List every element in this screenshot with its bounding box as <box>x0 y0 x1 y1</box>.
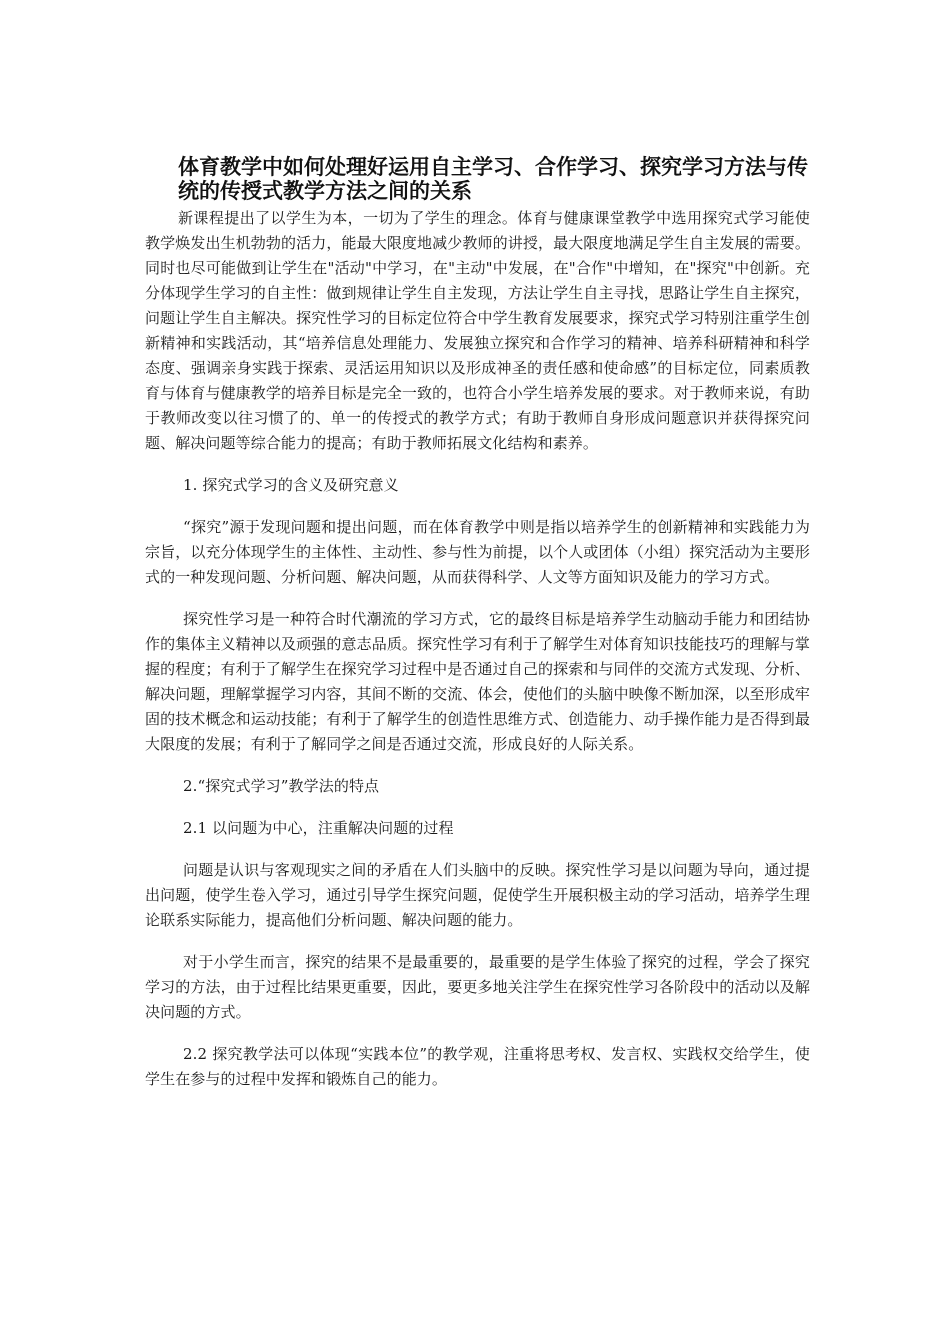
subsection-heading-2-1: 2.1 以问题为中心，注重解决问题的过程 <box>183 819 454 837</box>
paragraph: 问题是认识与客观现实之间的矛盾在人们头脑中的反映。探究性学习是以问题为导向，通过提出问题，使学生卷入学习，通过引导学生探究问题，促使学生开展积极主动的学习活动，培养学生理论联系实际能力，提高他们分析问题、解决问题的能力。 <box>145 861 810 929</box>
section-heading-1: 1. 探究式学习的含义及研究意义 <box>183 476 399 494</box>
paragraph: 探究性学习是一种符合时代潮流的学习方式，它的最终目标是培养学生动脑动手能力和团结协作的集体主义精神以及顽强的意志品质。探究性学习有利于了解学生对体育知识技能技巧的理解与掌握的程度；有利于了解学生在探究学习过程中是否通过自己的探索和与同伴的交流方式发现、分析、解决问题，理解掌握学习内容，其间不断的交流、体会，使他们的头脑中映像不断加深，以至形成牢固的技术概念和运动技能；有利于了解学生的创造性思维方式、创造能力、动手操作能力是否得到最大限度的发展；有利于了解同学之间是否通过交流，形成良好的人际关系。 <box>145 610 810 753</box>
document-body <box>145 206 810 1092</box>
paragraph: 对于小学生而言，探究的结果不是最重要的，最重要的是学生体验了探究的过程，学会了探究学习的方法，由于过程比结果更重要，因此，要更多地关注学生在探究性学习各阶段中的活动以及解决问题的方式。 <box>145 953 810 1021</box>
paragraph: “探究”源于发现问题和提出问题，而在体育教学中则是指以培养学生的创新精神和实践能力为宗旨，以充分体现学生的主体性、主动性、参与性为前提，以个人或团体（小组）探究活动为主要形式的一种发现问题、分析问题、解决问题，从而获得科学、人文等方面知识及能力的学习方式。 <box>145 518 810 586</box>
section-heading-2: 2.“探究式学习”教学法的特点 <box>183 777 380 795</box>
paragraph-intro: 新课程提出了以学生为本，一切为了学生的理念。体育与健康课堂教学中选用探究式学习能使教学焕发出生机勃勃的活力，能最大限度地减少教师的讲授，最大限度地满足学生自主发展的需要。同时也尽可能做到让学生在"活动"中学习，在"主动"中发展，在"合作"中增知，在"探究"中创新。充分体现学生学习的自主性：做到规律让学生自主发现，方法让学生自主寻找，思路让学生自主探究，问题让学生自主解决。探究性学习的目标定位符合中学生教育发展要求，探究式学习特别注重学生创新精神和实践活动，其“培养信息处理能力、发展独立探究和合作学习的精神、培养科研精神和科学态度、强调亲身实践于探索、灵活运用知识以及形成神圣的责任感和使命感”的目标定位，同素质教育与体育与健康教学的培养目标是完全一致的，也符合小学生培养发展的要求。对于教师来说，有助于教师改变以往习惯了的、单一的传授式的教学方式；有助于教师自身形成问题意识并获得探究问题、解决问题等综合能力的提高；有助于教师拓展文化结构和素养。 <box>145 209 810 452</box>
subsection-2-2: 2.2 探究教学法可以体现“实践本位”的教学观，注重将思考权、发言权、实践权交给学生，使学生在参与的过程中发挥和锻炼自己的能力。 <box>145 1045 810 1088</box>
document-title: 体育教学中如何处理好运用自主学习、合作学习、探究学习方法与传统的传授式教学方法之间的关系 <box>178 155 808 203</box>
